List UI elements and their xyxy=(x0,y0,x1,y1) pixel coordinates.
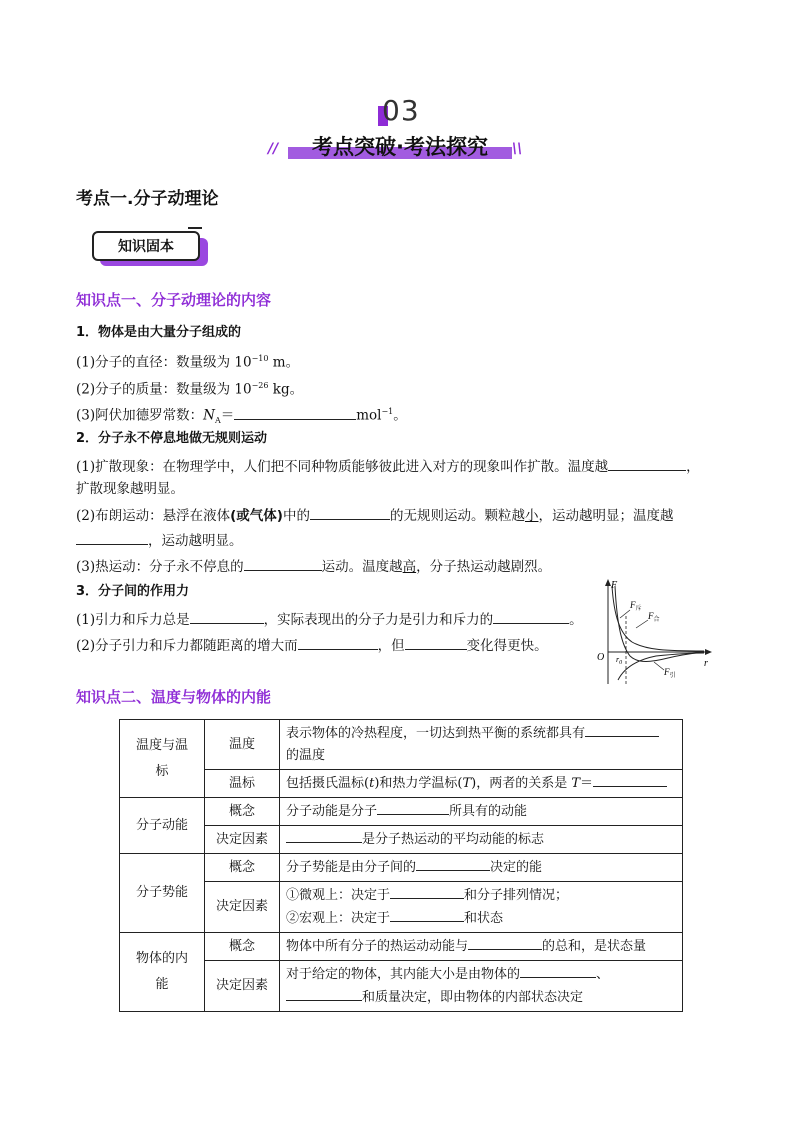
k1-line-2c-text1: (3)热运动：分子永不停息的 xyxy=(76,559,244,575)
k1-line-1b xyxy=(76,377,303,399)
r0-symbol: r xyxy=(616,655,620,664)
banner-title: 考点突破·考法探究 xyxy=(312,135,488,159)
symbol-t: t xyxy=(369,776,375,791)
r0-label xyxy=(616,655,622,666)
cell-text: 是分子热运动的平均动能的标志 xyxy=(362,832,545,847)
k1-line-3b xyxy=(76,635,548,655)
table-row xyxy=(120,826,683,854)
k1-line-3a-text2: ，实际表现出的分子力是引力和斥力的 xyxy=(263,612,494,628)
na-equals: ＝ xyxy=(220,407,235,424)
table-row xyxy=(120,854,683,882)
cell-text: )，两者的关系是 xyxy=(471,776,572,791)
repulsive-label xyxy=(629,600,642,612)
table-row xyxy=(120,961,683,1012)
badge-label: 知识固本 xyxy=(118,239,174,255)
cell-text: ②宏观上：决定于 xyxy=(286,911,391,926)
k1-line-2b-gas: (或气体) xyxy=(230,508,283,524)
knowledge2-title: 知识点二、温度与物体的内能 xyxy=(76,688,272,706)
k1-line-1b-unit: kg。 xyxy=(272,381,304,398)
cell-text: 和分子排列情况； xyxy=(464,888,569,903)
answer-blank[interactable] xyxy=(234,405,356,420)
group-internal-energy: 物体的内能 xyxy=(120,933,205,1012)
table-row xyxy=(120,770,683,798)
k1-line-2b-text1: (2)布朗运动：悬浮在液体 xyxy=(76,508,231,524)
k1-line-1a-text: (1)分子的直径：数量级为 10 xyxy=(76,354,252,371)
repulsive-subscript: 斥 xyxy=(635,606,642,612)
row-label: 决定因素 xyxy=(205,826,280,854)
banner-right-mark: \\ xyxy=(512,141,523,157)
row-content xyxy=(280,854,683,882)
row-label: 概念 xyxy=(205,798,280,826)
graph-x-label: r xyxy=(704,658,708,669)
answer-blank[interactable] xyxy=(493,609,569,624)
attractive-label xyxy=(663,667,676,679)
knowledge-table xyxy=(119,719,683,1012)
cell-text: 的温度 xyxy=(286,748,326,763)
banner-left-mark: // xyxy=(268,141,279,157)
k1-line-1a-exp: −10 xyxy=(251,354,269,363)
table-row xyxy=(120,882,683,933)
section-title: 考点一.分子动理论 xyxy=(76,189,219,209)
cell-text: ＝ xyxy=(580,776,594,791)
k1-line-2a-text: (1)扩散现象：在物理学中，人们把不同种物质能够彼此进入对方的现象叫作扩散。温度越 xyxy=(76,459,609,475)
k1-line-2a-comma: ， xyxy=(686,459,700,475)
row-label: 温度 xyxy=(205,720,280,770)
graph-x-arrow xyxy=(705,649,712,655)
answer-blank[interactable] xyxy=(298,635,378,650)
group-potential: 分子势能 xyxy=(120,854,205,933)
answer-blank[interactable] xyxy=(585,722,659,737)
row-label: 概念 xyxy=(205,933,280,961)
cell-text: 分子动能是分子 xyxy=(286,804,378,819)
knowledge-badge xyxy=(92,231,210,267)
cell-text: 和质量决定，即由物体的内部状态决定 xyxy=(362,990,584,1005)
na-end: 。 xyxy=(393,407,407,424)
k1-line-1a xyxy=(76,350,299,372)
k1-line-3a-end: 。 xyxy=(569,612,583,628)
row-content xyxy=(280,882,683,933)
k1-line-1a-unit: m。 xyxy=(272,354,300,371)
answer-blank[interactable] xyxy=(76,530,148,545)
knowledge1-title: 知识点一、分子动理论的内容 xyxy=(76,291,272,309)
cell-text: 和状态 xyxy=(464,911,504,926)
k1-heading-2: 2．分子永不停息地做无规则运动 xyxy=(76,431,268,446)
answer-blank[interactable] xyxy=(608,456,686,471)
k1-line-2a-cont: 扩散现象越明显。 xyxy=(76,481,184,497)
cell-text: 表示物体的冷热程度，一切达到热平衡的系统都具有 xyxy=(286,726,586,741)
k1-line-3b-text1: (2)分子引力和斥力都随距离的增大而 xyxy=(76,638,298,654)
cell-text: ①微观上：决定于 xyxy=(286,888,391,903)
answer-blank[interactable] xyxy=(468,935,542,950)
header-number-block xyxy=(372,96,428,130)
k1-line-2a xyxy=(76,456,700,476)
header-banner xyxy=(268,131,530,161)
repulsive-pointer xyxy=(620,610,630,618)
cell-text: 分子势能是由分子间的 xyxy=(286,860,417,875)
k1-line-2b-cont xyxy=(76,530,243,550)
symbol-T: T xyxy=(462,776,472,791)
k1-heading-3: 3．分子间的作用力 xyxy=(76,584,190,599)
k1-line-2b-text5: ，运动越明显。 xyxy=(148,533,243,549)
k1-line-3a xyxy=(76,609,583,629)
row-content xyxy=(280,933,683,961)
row-label: 概念 xyxy=(205,854,280,882)
attractive-subscript: 引 xyxy=(669,673,676,679)
answer-blank[interactable] xyxy=(520,963,596,978)
k1-line-2b-text3: 的无规则运动。颗粒越 xyxy=(389,508,525,524)
header-number: 03 xyxy=(382,94,420,127)
k1-line-3b-text3: 变化得更快。 xyxy=(466,638,548,654)
group-kinetic: 分子动能 xyxy=(120,798,205,854)
row-label: 决定因素 xyxy=(205,961,280,1012)
cell-text: 所具有的动能 xyxy=(449,804,528,819)
cell-text: )和热力学温标( xyxy=(374,776,463,791)
answer-blank[interactable] xyxy=(405,635,467,650)
table-row xyxy=(120,798,683,826)
answer-blank[interactable] xyxy=(390,907,464,922)
k1-line-1c-text: (3)阿伏加德罗常数： xyxy=(76,407,204,424)
attractive-symbol: F xyxy=(664,667,670,677)
k1-line-2c xyxy=(76,556,551,576)
net-force-label xyxy=(647,611,660,623)
row-label: 决定因素 xyxy=(205,882,280,933)
cell-text: 对于给定的物体，其内能大小是由物体的 xyxy=(286,967,521,982)
row-content xyxy=(280,720,683,770)
repulsive-symbol: F xyxy=(630,600,636,610)
cell-text: 决定的能 xyxy=(490,860,543,875)
k1-line-1c xyxy=(76,403,407,430)
na-symbol: N xyxy=(203,407,215,424)
answer-blank[interactable] xyxy=(310,505,390,520)
net-symbol: F xyxy=(648,611,654,621)
net-force-curve xyxy=(615,586,704,662)
graph-origin-label: O xyxy=(597,652,605,663)
k1-line-2b-text2: 中的 xyxy=(282,508,310,524)
cell-text: 物体中所有分子的热运动动能与 xyxy=(286,939,469,954)
answer-blank[interactable] xyxy=(377,800,449,815)
answer-blank[interactable] xyxy=(286,828,362,843)
row-content xyxy=(280,826,683,854)
net-pointer xyxy=(636,620,648,628)
k1-line-1b-text: (2)分子的质量：数量级为 10 xyxy=(76,381,252,398)
k1-line-2b-small: 小 xyxy=(524,508,539,524)
k1-line-2c-text3: ，分子热运动越剧烈。 xyxy=(416,559,552,575)
answer-blank[interactable] xyxy=(593,772,667,787)
answer-blank[interactable] xyxy=(286,986,362,1001)
k1-line-2b-text4: ，运动越明显；温度越 xyxy=(538,508,674,524)
group-temperature: 温度与温标 xyxy=(120,720,205,798)
row-label: 温标 xyxy=(205,770,280,798)
answer-blank[interactable] xyxy=(416,856,490,871)
force-distance-graph xyxy=(596,576,716,688)
na-unit: mol xyxy=(356,407,382,424)
na-unit-exp: −1 xyxy=(381,407,394,416)
net-subscript: 合 xyxy=(653,617,660,623)
attractive-pointer xyxy=(654,662,664,670)
k1-line-2c-text2: 运动。温度越 xyxy=(321,559,403,575)
cell-text: 、 xyxy=(596,967,610,982)
cell-text: 的总和，是状态量 xyxy=(542,939,647,954)
na-subscript: A xyxy=(214,416,221,426)
answer-blank[interactable] xyxy=(390,884,464,899)
symbol-T: T xyxy=(571,776,581,791)
row-content xyxy=(280,798,683,826)
k1-line-2b xyxy=(76,505,673,525)
row-content xyxy=(280,770,683,798)
k1-line-1b-exp: −26 xyxy=(251,381,269,390)
answer-blank[interactable] xyxy=(190,609,264,624)
graph-y-label: F xyxy=(611,580,618,591)
r0-subscript: 0 xyxy=(619,660,623,666)
row-content xyxy=(280,961,683,1012)
cell-text: 包括摄氏温标( xyxy=(286,776,370,791)
answer-blank[interactable] xyxy=(244,556,322,571)
k1-line-2c-high: 高 xyxy=(402,559,417,575)
k1-heading-1: 1．物体是由大量分子组成的 xyxy=(76,325,242,340)
k1-line-3a-text1: (1)引力和斥力总是 xyxy=(76,612,190,628)
k1-line-3b-text2: ，但 xyxy=(377,638,405,654)
table-row xyxy=(120,933,683,961)
table-row xyxy=(120,720,683,770)
